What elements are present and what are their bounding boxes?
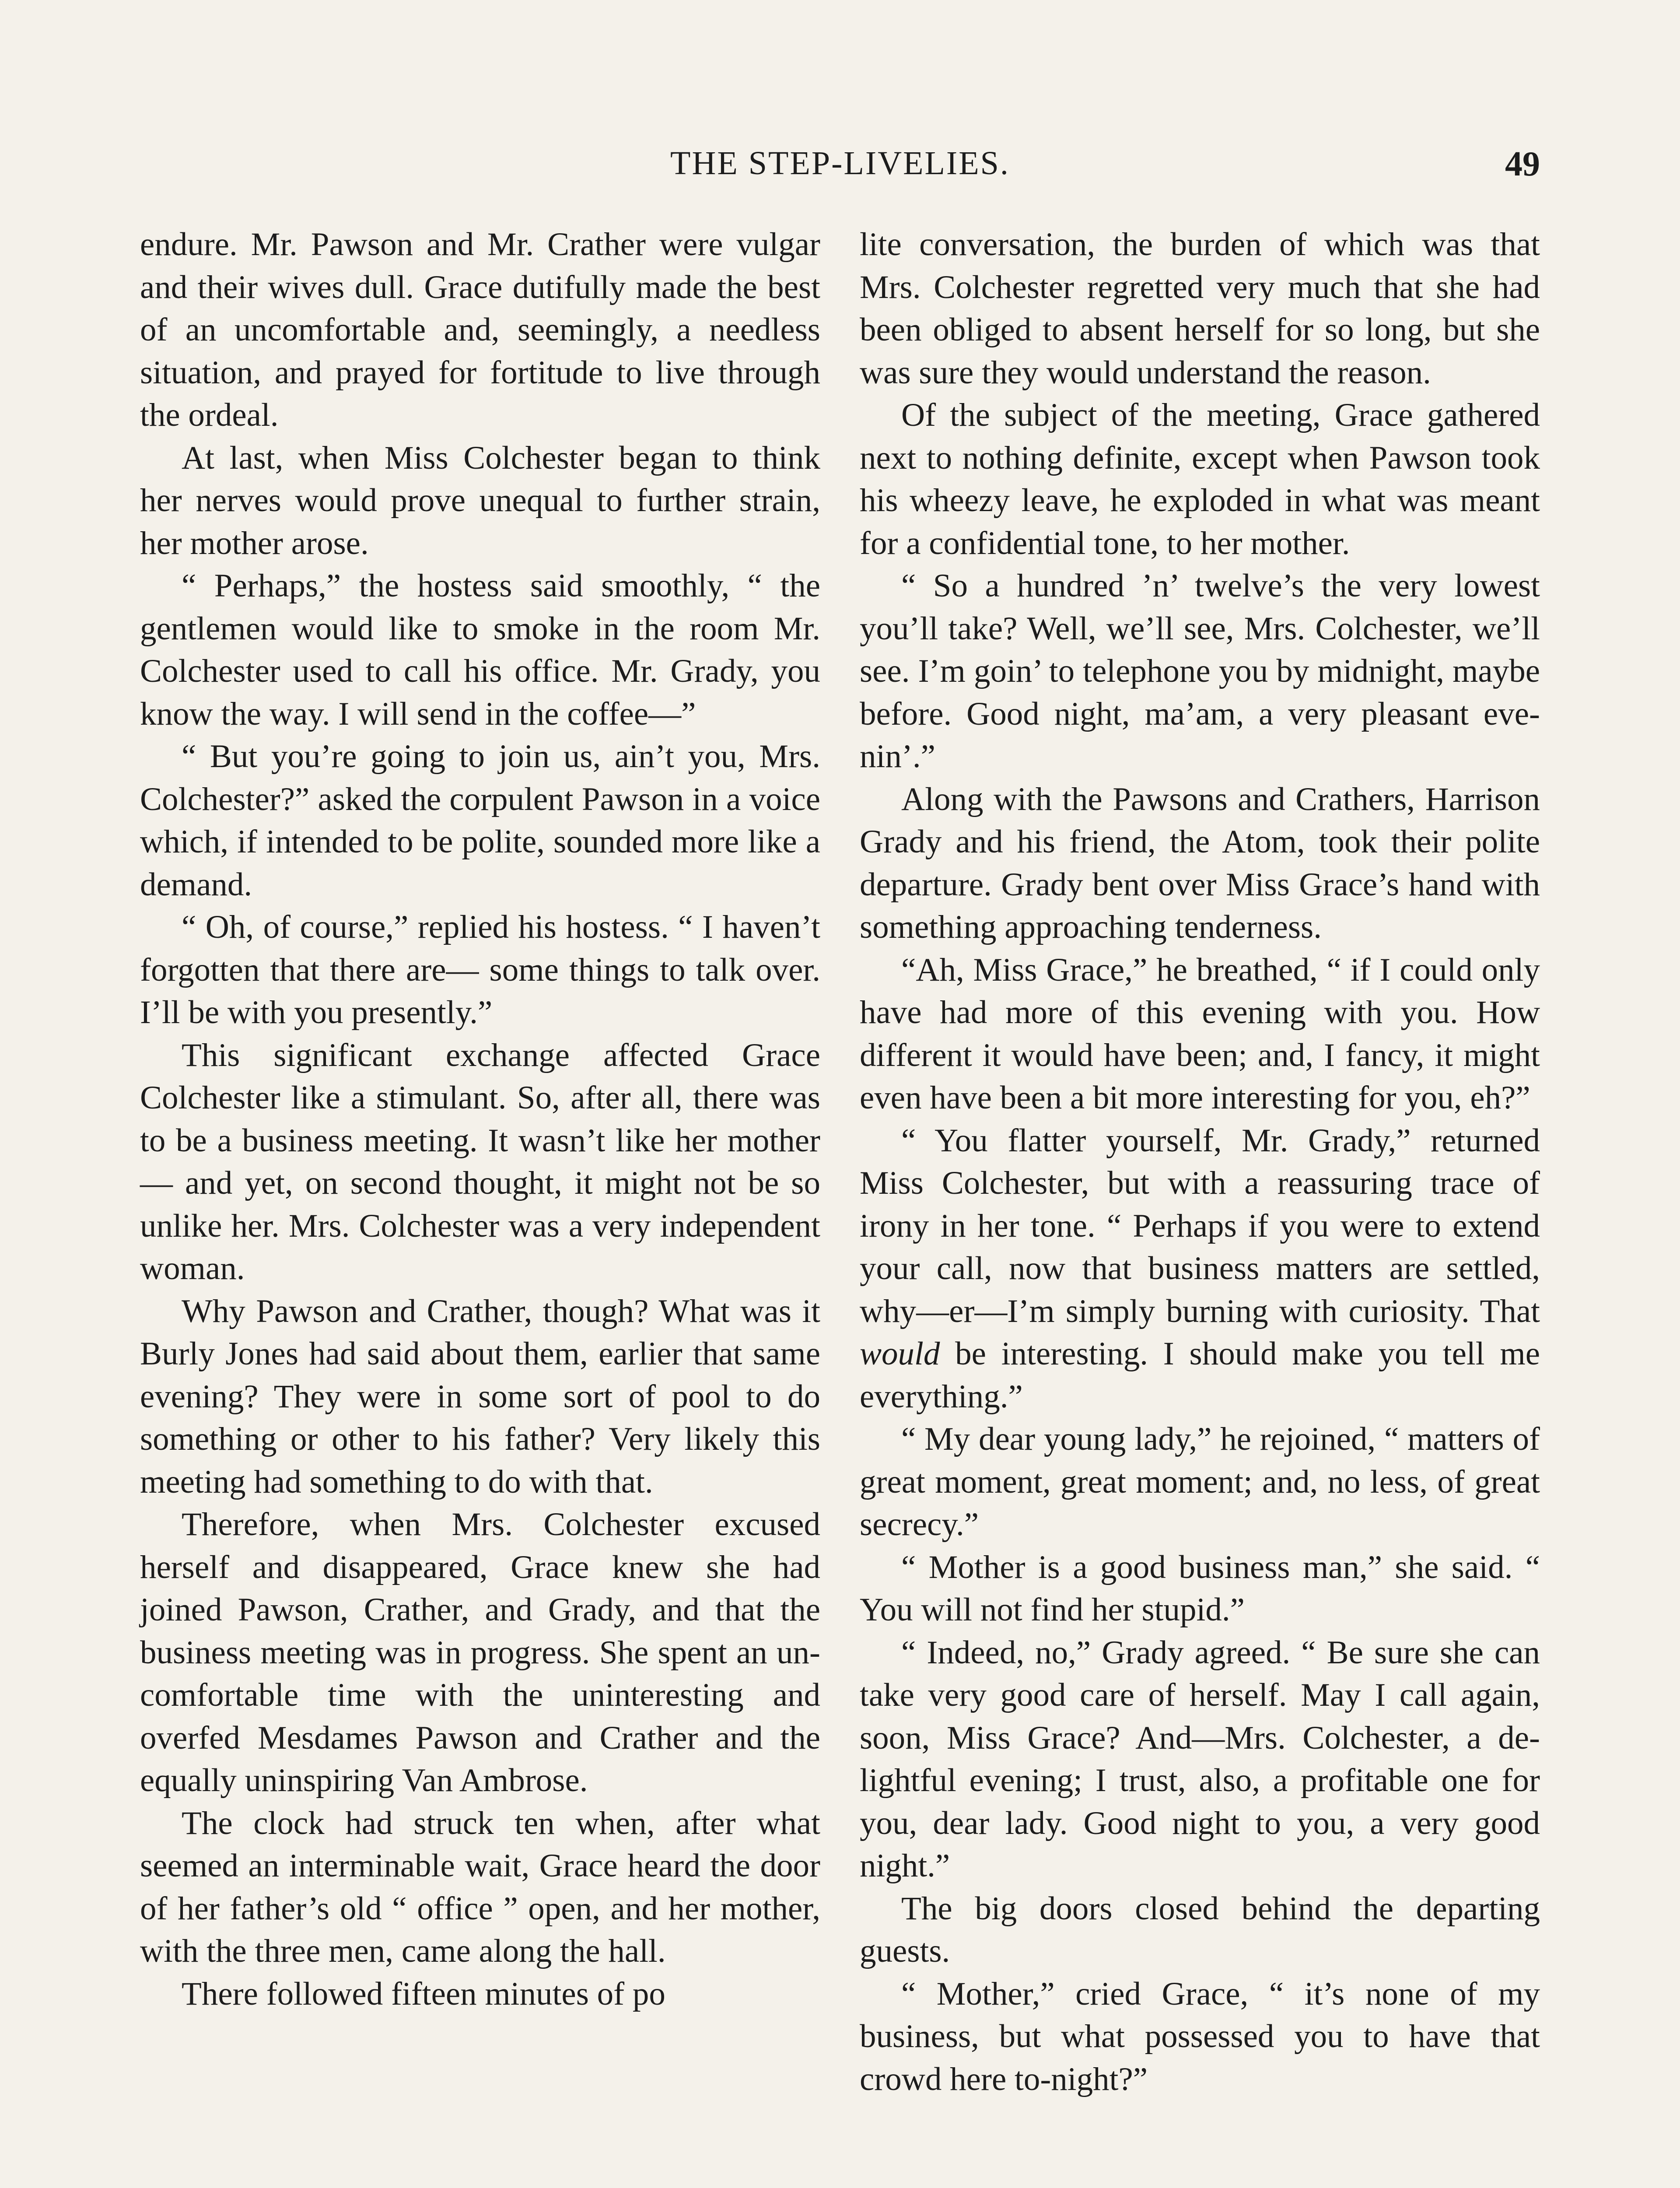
paragraph: “ Indeed, no,” Grady agreed. “ Be sure she can take very good care of herself. May I call again, soon, Miss Grace? And—Mrs. Colchester, a delightful evening; I trust, also, a profitable one for you, dear lady. Good night to you, a very good night.” [860,1634,1540,1884]
paragraph: “ My dear young lady,” he rejoined, “ matters of great moment, great moment; and, no less, of great secrecy.” [860,1421,1540,1543]
paragraph: Along with the Pawsons and Crathers, Harrison Grady and his friend, the Atom, took their polite departure. Grady bent over Miss Grace’s hand with something approaching tenderness. [860,781,1540,945]
page-number: 49 [1505,145,1540,183]
paragraph: “ Oh, of course,” replied his hostess. “ I haven’t forgotten that there are— some things to talk over. I’ll be with you presently.” [140,909,820,1031]
paragraph: The big doors closed behind the departing guests. [860,1890,1540,1969]
paragraph [860,1119,1540,1418]
paragraph: endure. Mr. Pawson and Mr. Crather were vulgar and their wives dull. Grace dutifully made the best of an uncomfortable and, seemingly, a needless situation, and prayed for fortitude to live through the ordeal. [140,226,820,433]
paragraph: “ But you’re going to join us, ain’t you, Mrs. Colchester?” asked the corpulent Pawson in a voice which, if intended to be polite, sounded more like a demand. [140,738,820,903]
paragraph: “Ah, Miss Grace,” he breathed, “ if I could only have had more of this evening with you. How different it would have been; and, I fancy, it might even have been a bit more interesting for you, eh?” [860,951,1540,1116]
paragraph-text: be interesting. I should make you tell me everything.” [860,1336,1540,1415]
paragraph: There followed fifteen minutes of po [182,1975,665,2012]
paragraph: “ So a hundred ’n’ twelve’s the very lowest you’ll take? Well, we’ll see, Mrs. Colchester, we’ll see. I’m goin’ to telephone you by midnight, maybe before. Good night, ma’am, a very pleasant evenin’.” [860,568,1540,775]
page-header [140,144,1540,197]
paragraph: “ Mother,” cried Grace, “ it’s none of my business, but what possessed you to have that crowd here to-night?” [860,1975,1540,2097]
running-title: THE STEP-LIVELIES. [670,145,1010,182]
paragraph-text: “ You flatter yourself, Mr. Grady,” returned Miss Colchester, but with a reassuring trace of irony in her tone. “ Perhaps if you were to extend your call, now that business matters are settled, why—er—I’m simply burning with curiosity. That [860,1122,1540,1329]
paragraph: At last, when Miss Colchester began to think her nerves would prove unequal to further strain, her mother arose. [140,439,820,561]
right-column [860,223,1540,2100]
emphasized-word: would [860,1336,940,1372]
paragraph: Therefore, when Mrs. Colchester excused herself and disappeared, Grace knew she had joined Pawson, Crather, and Grady, and that the business meeting was in progress. She spent an uncomfortable time with the uninteresting and overfed Mesdames Pawson and Crather and the equally uninspiring Van Ambrose. [140,1506,820,1799]
paragraph: Why Pawson and Crather, though? What was it Burly Jones had said about them, earlier that same evening? They were in some sort of pool to do something or other to his father? Very likely this meeting had something to do with that. [140,1293,820,1500]
paragraph: Of the subject of the meeting, Grace gathered next to nothing definite, except when Pawson took his wheezy leave, he exploded in what was meant for a confidential tone, to her mother. [860,397,1540,561]
paragraph: lite conversation, the burden of which was that Mrs. Colchester regretted very much that she had been obliged to absent herself for so long, but she was sure they would understand the reason. [860,226,1540,391]
left-column [140,223,820,2015]
paragraph: “ Perhaps,” the hostess said smoothly, “ the gentlemen would like to smoke in the room Mr. Colchester used to call his office. Mr. Grady, you know the way. I will send in the coffee—” [140,568,820,732]
paragraph: “ Mother is a good business man,” she said. “ You will not find her stupid.” [860,1549,1540,1628]
paragraph: The clock had struck ten when, after what seemed an interminable wait, Grace heard the door of her father’s old “ office ” open, and her mother, with the three men, came along the hall. [140,1805,820,1969]
paragraph: This significant exchange affected Grace Colchester like a stimulant. So, after all, there was to be a business meeting. It wasn’t like her mother— and yet, on second thought, it might not be so unlike her. Mrs. Colchester was a very independent woman. [140,1037,820,1287]
